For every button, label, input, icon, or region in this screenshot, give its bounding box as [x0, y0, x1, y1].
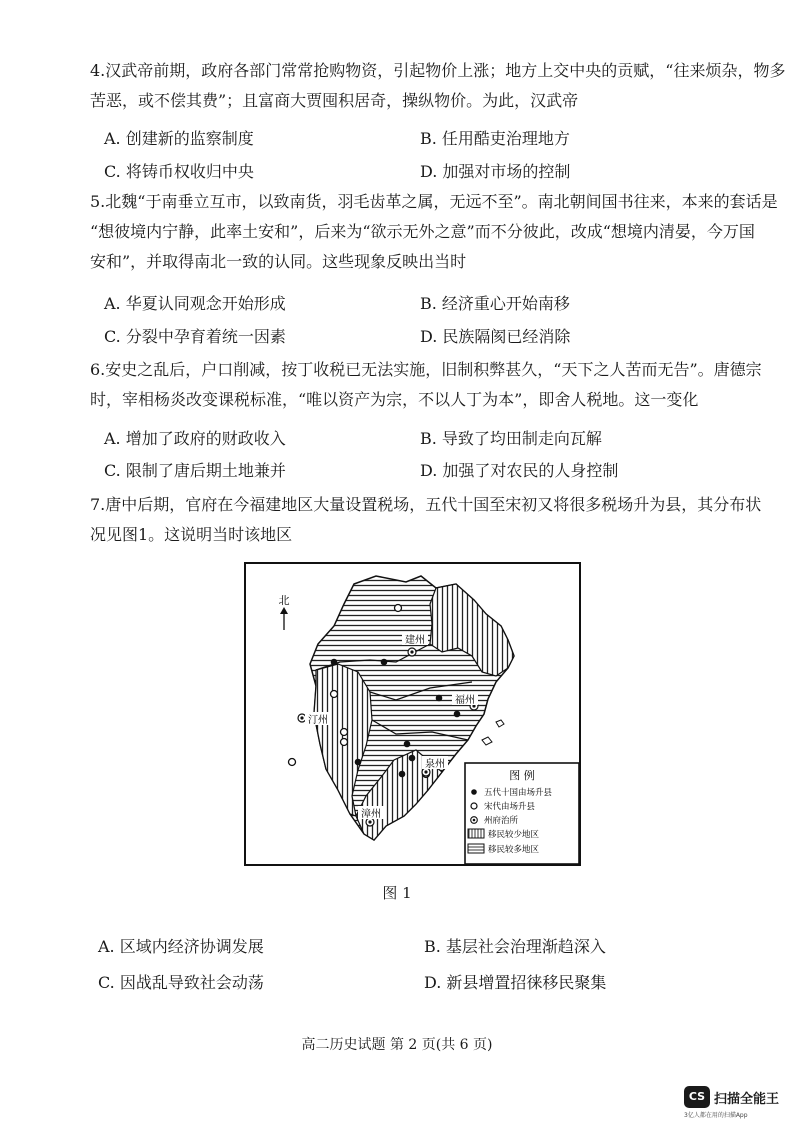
- marker-wudai-4: [454, 711, 461, 718]
- marker-song-4: [289, 759, 296, 766]
- marker-song-1: [395, 605, 402, 612]
- question-7-option-a: A. 区域内经济协调发展: [98, 937, 264, 956]
- question-5-option-c: C. 分裂中孕育着统一因素: [104, 327, 286, 346]
- question-4-line-2: 苦恶，或不偿其费”；且富商大贾囤积居奇，操纵物价。为此，汉武帝: [90, 91, 579, 110]
- question-4: [90, 56, 786, 116]
- legend-vstripe-swatch: [468, 829, 484, 838]
- marker-song-2: [331, 691, 338, 698]
- question-6-option-a: A. 增加了政府的财政收入: [104, 429, 286, 448]
- city-label-jianzhou: 建州: [405, 635, 425, 646]
- marker-wudai-2: [331, 659, 338, 666]
- legend-title: 图 例: [509, 769, 535, 782]
- page-footer: 高二历史试题 第 2 页(共 6 页): [301, 1037, 493, 1053]
- legend-item-few-migrants: 移民较少地区: [488, 830, 540, 840]
- watermark-tagline: 3亿人都在用的扫描App: [684, 1112, 748, 1119]
- legend-item-seat: 州府治所: [484, 816, 519, 826]
- legend-hstripe-swatch: [468, 844, 484, 853]
- question-6-line-1: 6.安史之乱后，户口削减，按丁收税已无法实施，旧制积弊甚久，“天下之人苦而无告”。唐德宗: [90, 360, 762, 379]
- question-7-option-d: D. 新县增置招徕移民聚集: [424, 973, 607, 992]
- city-label-tingzhou: 汀州: [308, 715, 328, 726]
- north-arrowhead-icon: [280, 607, 288, 614]
- north-label: 北: [278, 594, 290, 607]
- question-7-option-c: C. 因战乱导致社会动荡: [98, 973, 264, 992]
- legend-item-song: 宋代由场升县: [484, 802, 536, 812]
- marker-wudai-3: [436, 695, 443, 702]
- seat-jianzhou: [408, 648, 416, 656]
- question-4-option-c: C. 将铸币权收归中央: [104, 162, 254, 181]
- marker-wudai-5: [404, 741, 411, 748]
- question-7: [90, 490, 762, 550]
- city-label-zhangzhou: 漳州: [361, 809, 381, 820]
- marker-song-3: [341, 729, 348, 736]
- question-5-option-d: D. 民族隔阂已经消除: [420, 327, 571, 346]
- legend-item-many-migrants: 移民较多地区: [488, 845, 540, 855]
- marker-song-5: [341, 739, 348, 746]
- question-5-line-3: 安和”，并取得南北一致的认同。这些现象反映出当时: [90, 252, 467, 271]
- scanner-watermark: [684, 1086, 784, 1120]
- city-label-quanzhou: 泉州: [425, 759, 445, 770]
- question-5-line-2: “想彼境内宁静，此率土安和”，后来为“欲示无外之意”而不分彼此，改成“想境内清晏，今万国: [90, 222, 755, 241]
- question-5: [90, 187, 778, 277]
- question-6-line-2: 时，宰相杨炎改变课税标准，“唯以资产为宗，不以人丁为本”，即舍人税地。这一变化: [90, 390, 699, 409]
- legend-item-wudai: 五代十国由场升县: [484, 788, 553, 798]
- question-6-option-b: B. 导致了均田制走向瓦解: [420, 429, 602, 448]
- figure-caption: 图 1: [382, 884, 412, 902]
- question-5-option-b: B. 经济重心开始南移: [420, 294, 570, 313]
- legend-wudai-icon: [471, 789, 477, 795]
- legend-song-icon: [471, 803, 477, 809]
- fujian-map-figure: [244, 562, 581, 866]
- question-6-option-c: C. 限制了唐后期土地兼并: [104, 461, 286, 480]
- watermark-app-name: 扫描全能王: [714, 1092, 780, 1107]
- map-legend: [465, 763, 579, 864]
- question-7-line-1: 7.唐中后期，官府在今福建地区大量设置税场，五代十国至宋初又将很多税场升为县，其分布状: [90, 495, 762, 514]
- seat-tingzhou: [298, 714, 306, 722]
- camscanner-logo-icon: CS: [684, 1086, 710, 1108]
- marker-wudai-1: [381, 659, 388, 666]
- fujian-map: [246, 564, 579, 864]
- question-7-line-2: 况见图1。这说明当时该地区: [90, 525, 293, 544]
- question-4-option-b: B. 任用酷吏治理地方: [420, 129, 570, 148]
- question-4-option-a: A. 创建新的监察制度: [104, 129, 254, 148]
- marker-wudai-8: [355, 759, 362, 766]
- marker-wudai-6: [409, 755, 416, 762]
- question-5-option-a: A. 华夏认同观念开始形成: [104, 294, 286, 313]
- question-6: [90, 355, 762, 415]
- marker-wudai-7: [399, 771, 406, 778]
- question-5-line-1: 5.北魏“于南垂立互市，以致南货，羽毛齿革之属，无远不至”。南北朝间国书往来，本来的套话是: [90, 192, 778, 211]
- question-7-option-b: B. 基层社会治理渐趋深入: [424, 937, 606, 956]
- question-4-line-1: 4.汉武帝前期，政府各部门常常抢购物资，引起物价上涨；地方上交中央的贡赋，“往来烦杂，物多: [90, 61, 786, 80]
- city-label-fuzhou: 福州: [455, 695, 475, 706]
- question-6-option-d: D. 加强了对农民的人身控制: [420, 461, 619, 480]
- question-4-option-d: D. 加强对市场的控制: [420, 162, 571, 181]
